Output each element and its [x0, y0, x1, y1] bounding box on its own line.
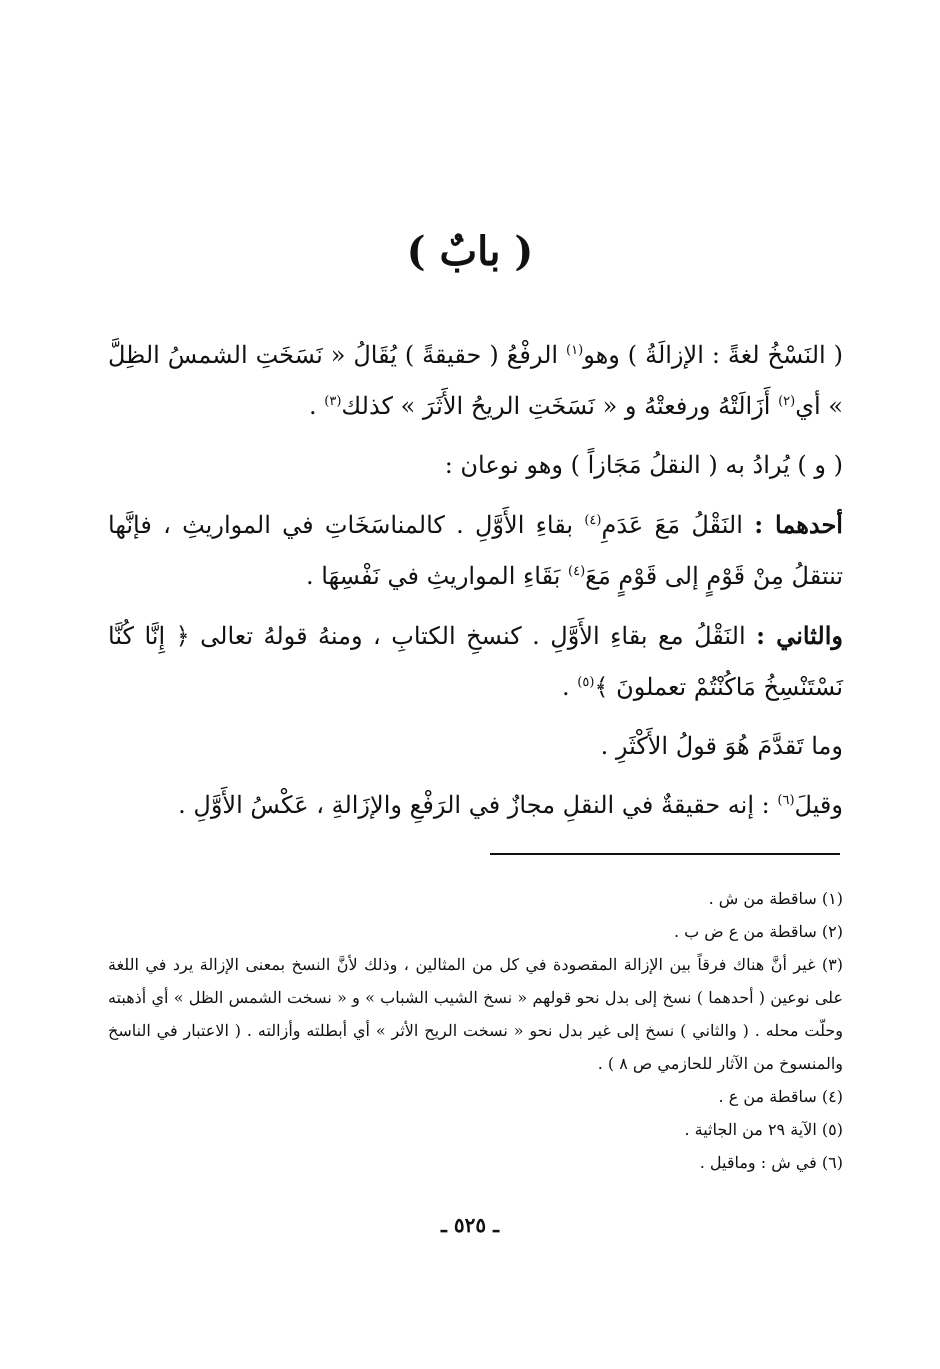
- footnote-divider: [490, 853, 840, 855]
- footnote-ref: (٣): [324, 394, 342, 409]
- paragraph-alternative: وقيلَ$^{(٦)}$ : إنه حقيقةٌ في النقلِ مجازٌ في الرَفْعِ والإزَالةِ ، عَكْسُ الأَوَّلِ .: [178, 791, 843, 819]
- second-type-label: والثاني :: [756, 621, 843, 650]
- footnote-item: (٣) غير أنَّ هناك فرقاً بين الإزالة المقصودة في كل من المثالين ، وذلك لأنَّ النسخ بمعنى الإزالة يرد في اللغة على نوعين ( أحدهما ) نسخ إلى بدل نحو قولهم « نسخ الشيب الشباب » و « نسخت الشمس الظل » أي أذهبته وحلّت محله . ( والثاني ) نسخ إلى غير بدل نحو « نسخت الريح الأثر » أي أبطلته وأزالته . ( الاعتبار في الناسخ والمنسوخ من الآثار للحازمي ص ٨ ) .: [108, 955, 843, 1073]
- main-text: [108, 330, 843, 839]
- footnote-item: (٢) ساقطة من ع ض ب .: [673, 922, 843, 941]
- page-number: ـ ٥٢٥ ـ: [441, 1213, 499, 1237]
- paragraph-second-type: والثاني : النَقْلُ مع بقاءِ الأَوَّلِ . كنسخِ الكتابِ ، ومنهُ قولهُ تعالى ﴿ إِنَّا كُنَّا نَسْتَنْسِخُ مَاكُنْتُمْ تعملونَ ﴾$^{(٥)}$ .: [108, 621, 843, 701]
- paragraph-first-type: أحدهما : النَقْلُ مَعَ عَدَمِ$^{(٤)}$ بقاءِ الأَوَّلِ . كالمناسَخَاتِ في المواريثِ ، فإنَّها تنتقلُ مِنْ قَوْمٍ إلى قَوْمٍ مَعَ$^{(٤)}$ بَقَاءِ المواريثِ في نَفْسِهَا .: [108, 510, 843, 590]
- footnote-item: (١) ساقطة من ش .: [708, 889, 843, 908]
- footnote-ref: (٥): [577, 675, 595, 690]
- paragraph-definition: ( النَسْخُ لغةً : الإزالَةُ ) وهو$^{(١)}$ الرفْعُ ( حقيقةً ) يُقَالُ « نَسَخَتِ الشمسُ الظِلَّ » أي$^{(٢)}$ أَزَالَتْهُ ورفعتْهُ و « نَسَخَتِ الريحُ الأَثَرَ » كذلك$^{(٣)}$ .: [108, 341, 843, 420]
- footnote-ref: (٦): [777, 793, 795, 808]
- footnote-item: (٤) ساقطة من ع .: [718, 1087, 843, 1106]
- paragraph-majority: وما تَقدَّمَ هُوَ قولُ الأَكْثَرِ .: [600, 732, 843, 760]
- footnotes: [108, 882, 843, 1179]
- first-type-label: أحدهما :: [754, 510, 843, 539]
- footnote-item: (٥) الآية ٢٩ من الجاثية .: [684, 1120, 843, 1139]
- footnote-item: (٦) في ش : وماقيل .: [699, 1153, 843, 1172]
- footnote-ref: (٢): [778, 394, 796, 409]
- footnote-ref: (٤): [568, 564, 586, 579]
- footnote-ref: (١): [566, 343, 584, 358]
- footnote-ref: (٤): [584, 513, 602, 528]
- chapter-title: ( بابٌ ): [406, 228, 534, 275]
- paragraph-metaphorical: ( و ) يُرادُ به ( النقلُ مَجَازاً ) وهو نوعان :: [444, 451, 843, 479]
